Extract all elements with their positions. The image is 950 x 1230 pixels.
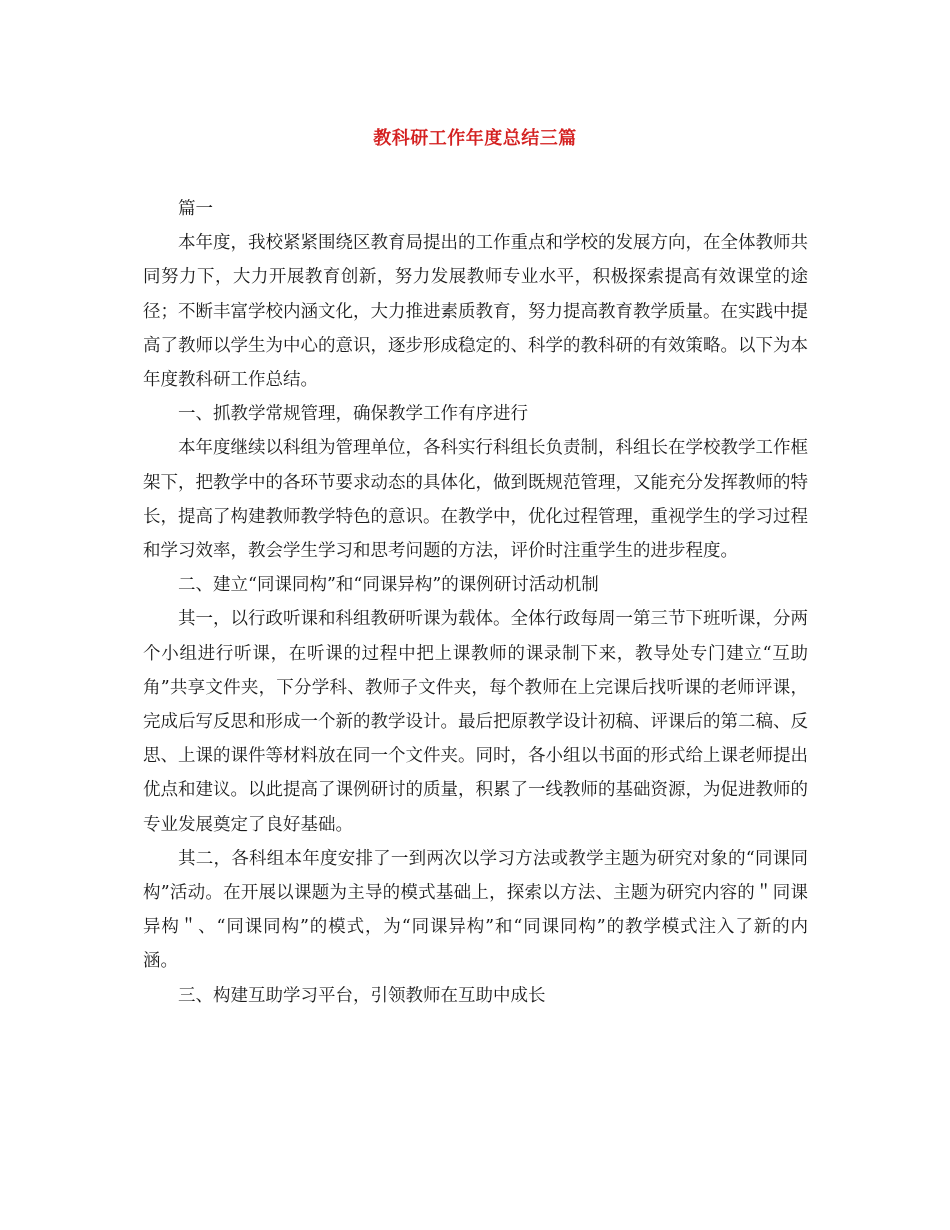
section-heading: 二、建立“同课同构”和“同课异构”的课例研讨活动机制 (178, 575, 599, 596)
paragraph: 本年度，我校紧紧围绕区教育局提出的工作重点和学校的发展方向，在全体教师共同努力下，大力开展教育创新，努力发展教师专业水平，积极探索提高有效课堂的途径；不断丰富学校内涵文化，大力推进素质教育，努力提高教育教学质量。在实践中提高了教师以学生为中心的意识，逐步形成稳定的、科学的教科研的有效策略。以下为本年度教科研工作总结。 (143, 233, 808, 391)
paragraph: 其一，以行政听课和科组教研听课为载体。全体行政每周一第三节下班听课，分两个小组进行听课，在听课的过程中把上课教师的课录制下来，教导处专门建立“互助角”共享文件夹，下分学科、教师子文件夹，每个教师在上完课后找听课的老师评课，完成后写反思和形成一个新的教学设计。最后把原教学设计初稿、评课后的第二稿、反思、上课的课件等材料放在同一个文件夹。同时，各小组以书面的形式给上课老师提出优点和建议。以此提高了课例研讨的质量，积累了一线教师的基础资源，为促进教师的专业发展奠定了良好基础。 (143, 609, 808, 835)
document-title: 教科研工作年度总结三篇 (373, 128, 577, 149)
section-heading: 一、抓教学常规管理，确保教学工作有序进行 (178, 404, 528, 425)
paragraph: 本年度继续以科组为管理单位，各科实行科组长负责制，科组长在学校教学工作框架下，把教学中的各环节要求动态的具体化，做到既规范管理，又能充分发挥教师的特长，提高了构建教师教学特色的意识。在教学中，优化过程管理，重视学生的学习过程和学习效率，教会学生学习和思考问题的方法，评价时注重学生的进步程度。 (143, 438, 808, 562)
section-label: 篇一 (178, 199, 213, 219)
section-heading: 三、构建互助学习平台，引领教师在互助中成长 (178, 985, 546, 1006)
paragraph: 其二，各科组本年度安排了一到两次以学习方法或教学主题为研究对象的“同课同构”活动。在开展以课题为主导的模式基础上，探索以方法、主题为研究内容的＂同课异构＂、“同课同构”的模式，为“同课异构”和“同课同构”的教学模式注入了新的内涵。 (143, 848, 808, 972)
document-body (143, 192, 808, 1013)
